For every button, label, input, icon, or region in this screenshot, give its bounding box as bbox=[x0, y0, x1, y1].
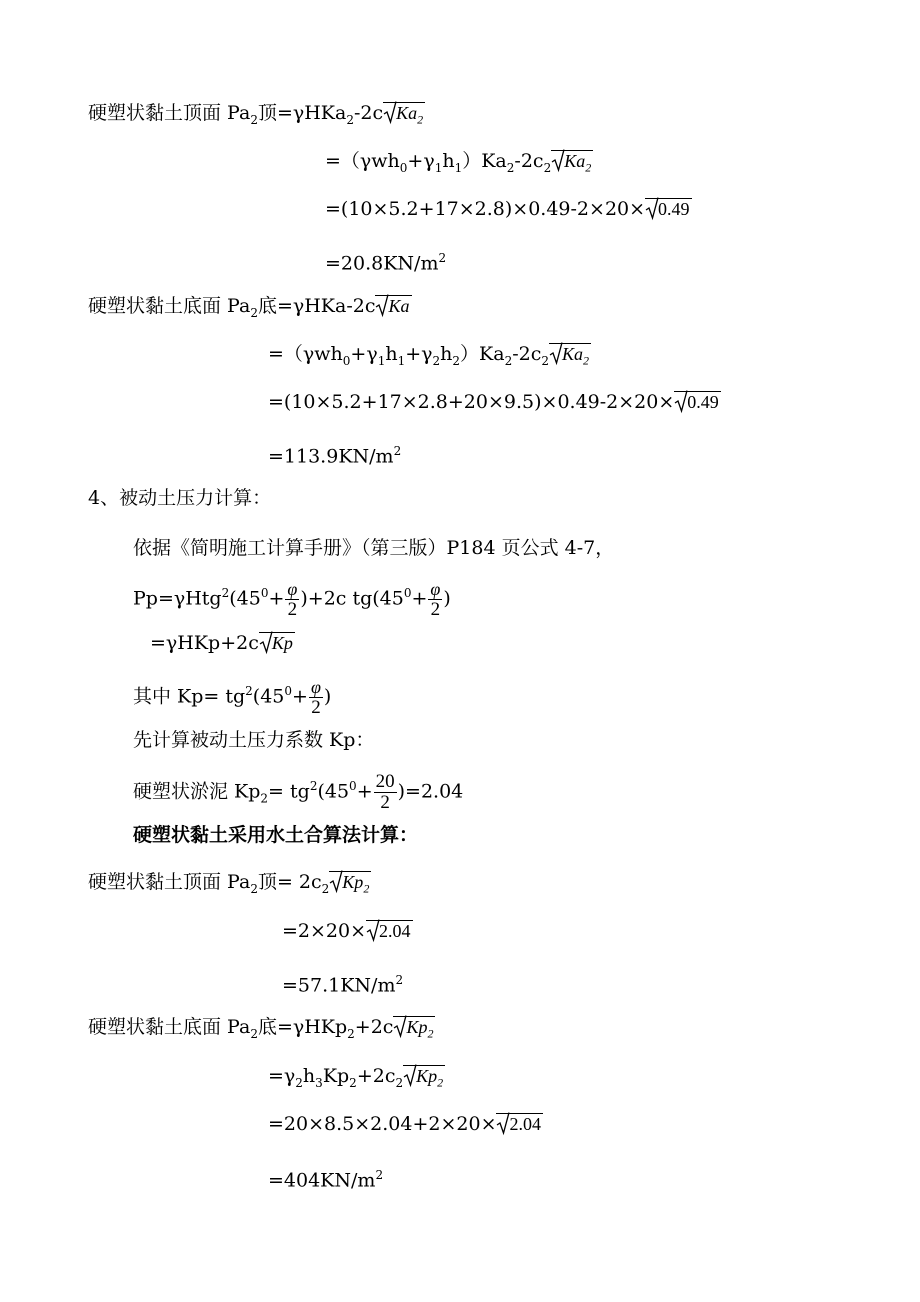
formula-line: 硬塑状黏土底面 $Pa_2$底=γHKa-2c Ka bbox=[88, 295, 410, 320]
formula-line: 硬塑状淤泥 $Kp_2= tg^2(45^0+$ $\frac{20}{2}$ )=2.04 bbox=[133, 771, 464, 813]
formula-line: 硬塑状黏土底面 $Pa_2$底=γHKp$_2$+2c $Kp_2$ bbox=[88, 1014, 435, 1047]
formula-line: 硬塑状黏土采用水土合算法计算： bbox=[133, 824, 419, 846]
formula-line: $Pp=\gamma Htg^2(45^0+$ $\frac{\varphi}{2}$ )+2c $tg(45^0+$ $\frac{\varphi}{2}$ ) bbox=[133, 579, 451, 620]
formula-line: 硬塑状黏土顶面 $Pa_2$顶=γHKa$_2$-2c $Ka_2$ bbox=[88, 100, 425, 133]
formula-line: $=20.8KN/m^2$ bbox=[325, 251, 447, 275]
formula-line: 依据《简明施工计算手册》（第三版）P184 页公式 4-7， bbox=[133, 537, 615, 559]
formula-line: =2×20× 2.04 bbox=[282, 920, 411, 942]
formula-line: =(10×5.2+17×2.8+20×9.5)×0.49-2×20× 0.49 bbox=[268, 391, 719, 413]
formula-line: $=404KN/m^2$ bbox=[268, 1168, 384, 1192]
formula-line: =20×8.5×2.04+2×20× 2.04 bbox=[268, 1113, 541, 1135]
formula-line: 其中 $Kp= tg^2(45^0+$ $\frac{\varphi}{2}$ ) bbox=[133, 677, 332, 718]
formula-line: 4、被动土压力计算： bbox=[88, 487, 272, 509]
formula-line: 先计算被动土压力系数 Kp： bbox=[133, 729, 375, 751]
formula-line: 硬塑状黏土顶面 $Pa_2$顶= $2c_2$ $Kp_2$ bbox=[88, 869, 371, 902]
formula-line: $=(\gamma wh_0+\gamma_1h_1)Ka_2-2c_2$ $Ka_2$ bbox=[325, 148, 593, 181]
formula-line: =(10×5.2+17×2.8)×0.49-2×20× 0.49 bbox=[325, 198, 690, 220]
formula-line: $=113.9KN/m^2$ bbox=[268, 444, 402, 468]
formula-line: =γHKp+2c Kp bbox=[150, 632, 293, 654]
formula-line: $=57.1KN/m^2$ bbox=[282, 973, 404, 997]
formula-line: $=(\gamma wh_0+\gamma_1h_1+\gamma_2h_2)Ka_2-2c_2$ $Ka_2$ bbox=[268, 341, 591, 374]
formula-line: $=\gamma_2h_3Kp_2+2c_2$ $Kp_2$ bbox=[268, 1063, 445, 1096]
